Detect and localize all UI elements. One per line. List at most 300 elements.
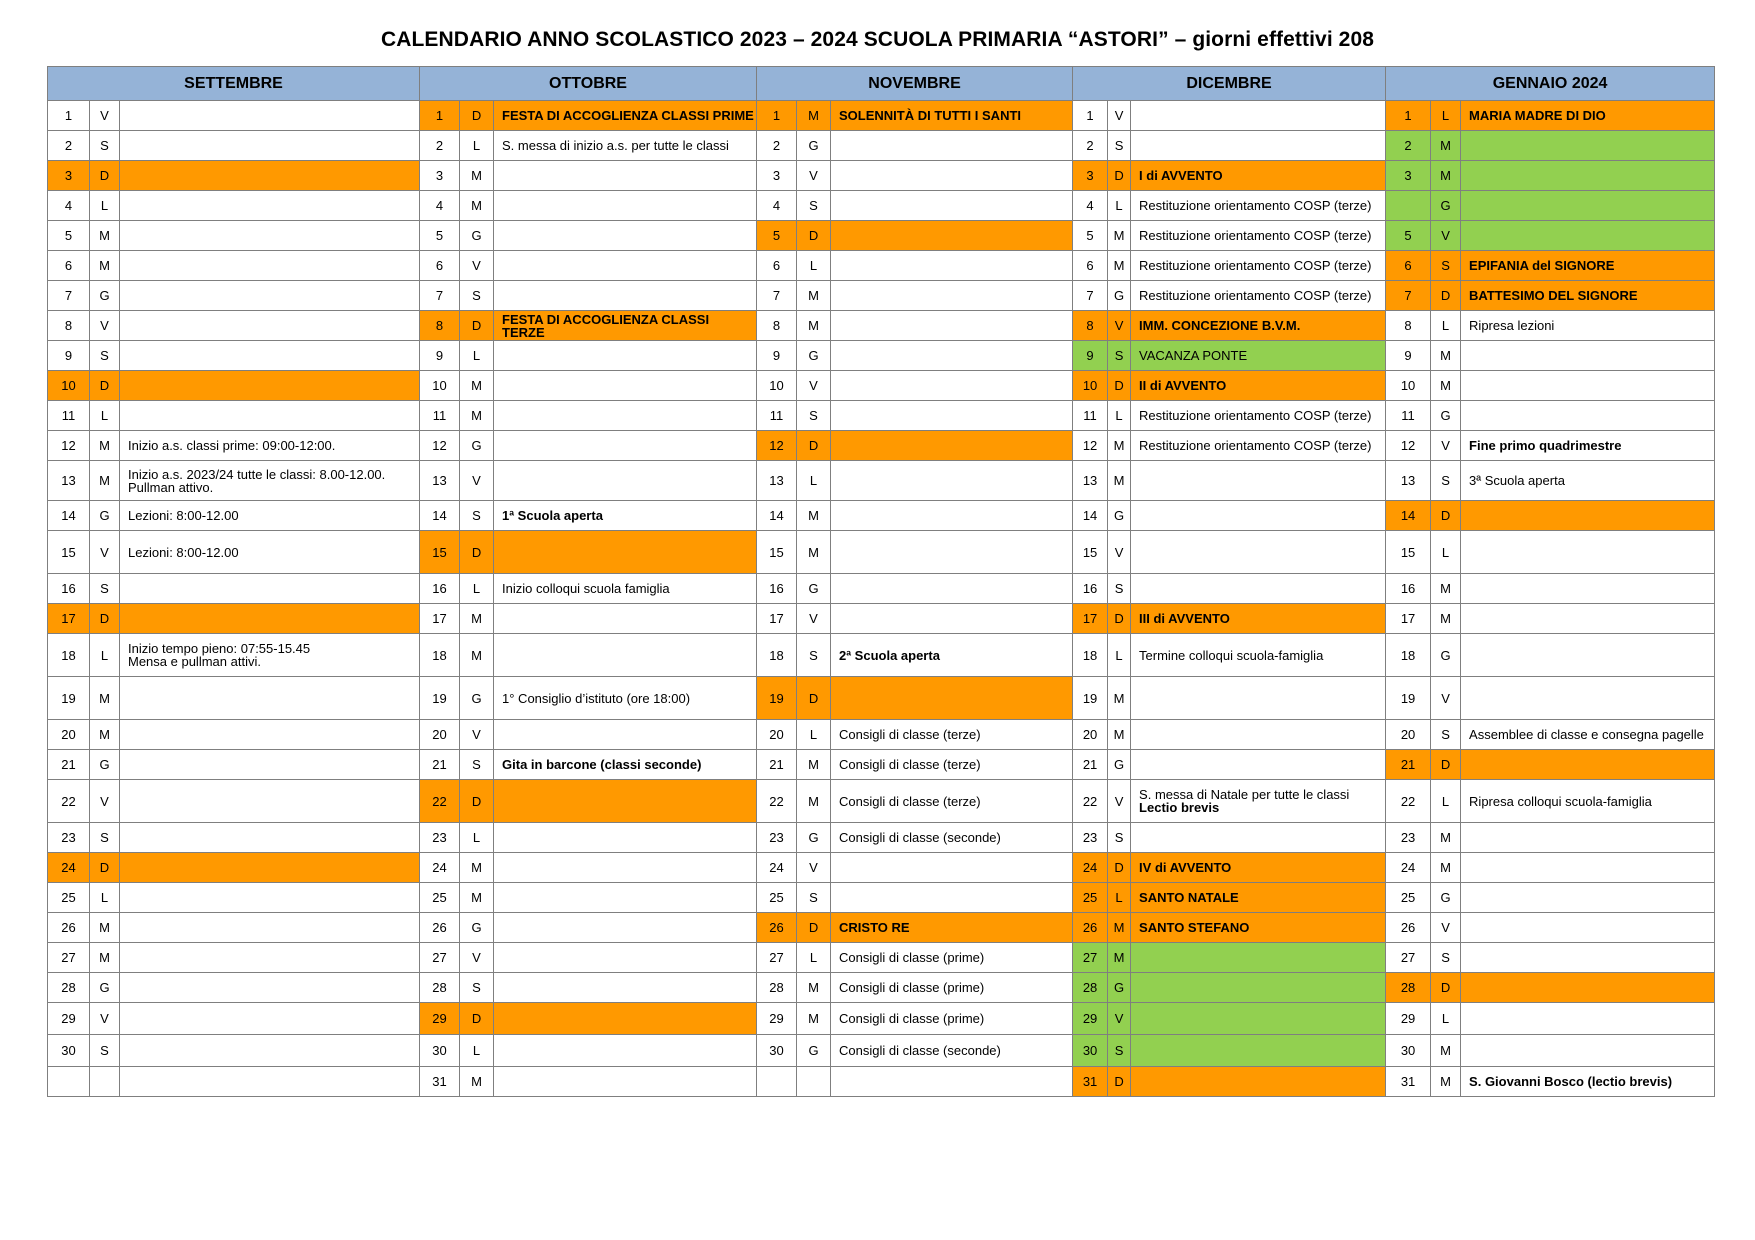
event-settembre: [120, 131, 420, 161]
event-novembre: [831, 371, 1073, 401]
weekday-dicembre: M: [1108, 720, 1131, 750]
weekday-dicembre: V: [1108, 531, 1131, 574]
day-row: [48, 371, 1715, 401]
weekday-ottobre: S: [460, 501, 494, 531]
event-novembre: [831, 281, 1073, 311]
event-ottobre: [494, 973, 757, 1003]
weekday-gennaio: D: [1431, 750, 1461, 780]
event-novembre: Consigli di classe (terze): [831, 720, 1073, 750]
day-number-novembre: 16: [757, 574, 797, 604]
weekday-settembre: M: [90, 913, 120, 943]
day-number-gennaio: 10: [1386, 371, 1431, 401]
day-number-novembre: 6: [757, 251, 797, 281]
event-novembre: SOLENNITÀ DI TUTTI I SANTI: [831, 101, 1073, 131]
weekday-dicembre: D: [1108, 1067, 1131, 1097]
day-number-ottobre: 17: [420, 604, 460, 634]
day-number-dicembre: 7: [1073, 281, 1108, 311]
weekday-dicembre: V: [1108, 780, 1131, 823]
weekday-settembre: V: [90, 311, 120, 341]
day-number-gennaio: 20: [1386, 720, 1431, 750]
day-number-novembre: 13: [757, 461, 797, 501]
event-ottobre: [494, 401, 757, 431]
weekday-settembre: S: [90, 341, 120, 371]
day-number-novembre: 1: [757, 101, 797, 131]
event-gennaio: [1461, 883, 1715, 913]
weekday-ottobre: L: [460, 823, 494, 853]
day-number-dicembre: 21: [1073, 750, 1108, 780]
weekday-ottobre: L: [460, 341, 494, 371]
weekday-gennaio: L: [1431, 780, 1461, 823]
event-gennaio: EPIFANIA del SIGNORE: [1461, 251, 1715, 281]
day-row: [48, 1035, 1715, 1067]
weekday-settembre: S: [90, 131, 120, 161]
event-novembre: Consigli di classe (prime): [831, 943, 1073, 973]
event-gennaio: [1461, 371, 1715, 401]
weekday-ottobre: V: [460, 251, 494, 281]
weekday-gennaio: G: [1431, 883, 1461, 913]
day-number-dicembre: 1: [1073, 101, 1108, 131]
day-row: [48, 943, 1715, 973]
event-novembre: [831, 853, 1073, 883]
event-dicembre: Restituzione orientamento COSP (terze): [1131, 221, 1386, 251]
weekday-gennaio: G: [1431, 401, 1461, 431]
weekday-settembre: D: [90, 853, 120, 883]
day-number-gennaio: 31: [1386, 1067, 1431, 1097]
day-number-novembre: 8: [757, 311, 797, 341]
day-row: [48, 401, 1715, 431]
event-dicembre: [1131, 720, 1386, 750]
event-novembre: [831, 1067, 1073, 1097]
event-dicembre: Restituzione orientamento COSP (terze): [1131, 431, 1386, 461]
weekday-ottobre: G: [460, 677, 494, 720]
weekday-ottobre: G: [460, 221, 494, 251]
day-number-dicembre: 30: [1073, 1035, 1108, 1067]
event-settembre: [120, 574, 420, 604]
event-novembre: Consigli di classe (seconde): [831, 823, 1073, 853]
weekday-novembre: G: [797, 1035, 831, 1067]
event-gennaio: BATTESIMO DEL SIGNORE: [1461, 281, 1715, 311]
weekday-dicembre: G: [1108, 281, 1131, 311]
day-number-ottobre: 3: [420, 161, 460, 191]
event-settembre: [120, 913, 420, 943]
event-novembre: Consigli di classe (prime): [831, 1003, 1073, 1035]
day-number-gennaio: 29: [1386, 1003, 1431, 1035]
event-ottobre: [494, 281, 757, 311]
weekday-novembre: M: [797, 281, 831, 311]
weekday-gennaio: S: [1431, 251, 1461, 281]
day-number-novembre: 17: [757, 604, 797, 634]
event-ottobre: [494, 191, 757, 221]
weekday-ottobre: M: [460, 853, 494, 883]
event-dicembre: I di AVVENTO: [1131, 161, 1386, 191]
event-ottobre: [494, 853, 757, 883]
weekday-novembre: D: [797, 913, 831, 943]
event-ottobre: FESTA DI ACCOGLIENZA CLASSI PRIME: [494, 101, 757, 131]
event-novembre: [831, 574, 1073, 604]
day-number-settembre: 21: [48, 750, 90, 780]
weekday-settembre: D: [90, 161, 120, 191]
day-number-novembre: 5: [757, 221, 797, 251]
weekday-gennaio: V: [1431, 221, 1461, 251]
day-number-dicembre: 31: [1073, 1067, 1108, 1097]
day-number-dicembre: 17: [1073, 604, 1108, 634]
weekday-novembre: V: [797, 853, 831, 883]
event-novembre: [831, 531, 1073, 574]
event-dicembre: [1131, 501, 1386, 531]
day-number-novembre: 14: [757, 501, 797, 531]
event-settembre: Inizio a.s. classi prime: 09:00-12:00.: [120, 431, 420, 461]
weekday-settembre: L: [90, 634, 120, 677]
event-dicembre: SANTO STEFANO: [1131, 913, 1386, 943]
event-settembre: [120, 1003, 420, 1035]
day-number-novembre: 26: [757, 913, 797, 943]
day-number-novembre: 2: [757, 131, 797, 161]
weekday-dicembre: S: [1108, 823, 1131, 853]
weekday-ottobre: S: [460, 281, 494, 311]
weekday-gennaio: M: [1431, 823, 1461, 853]
day-number-settembre: [48, 1067, 90, 1097]
weekday-gennaio: M: [1431, 131, 1461, 161]
event-settembre: [120, 371, 420, 401]
day-number-settembre: 2: [48, 131, 90, 161]
weekday-ottobre: S: [460, 750, 494, 780]
day-number-novembre: 11: [757, 401, 797, 431]
day-number-ottobre: 11: [420, 401, 460, 431]
event-ottobre: S. messa di inizio a.s. per tutte le classi: [494, 131, 757, 161]
weekday-gennaio: M: [1431, 604, 1461, 634]
event-ottobre: FESTA DI ACCOGLIENZA CLASSI TERZE: [494, 311, 757, 341]
event-gennaio: [1461, 401, 1715, 431]
event-gennaio: [1461, 973, 1715, 1003]
weekday-gennaio: S: [1431, 461, 1461, 501]
event-novembre: [831, 401, 1073, 431]
event-dicembre: [1131, 131, 1386, 161]
day-number-gennaio: 16: [1386, 574, 1431, 604]
month-header-settembre: SETTEMBRE: [48, 67, 420, 101]
weekday-novembre: L: [797, 251, 831, 281]
day-number-novembre: 19: [757, 677, 797, 720]
day-number-gennaio: 23: [1386, 823, 1431, 853]
weekday-novembre: L: [797, 461, 831, 501]
day-number-settembre: 30: [48, 1035, 90, 1067]
event-settembre: [120, 251, 420, 281]
weekday-ottobre: V: [460, 720, 494, 750]
event-gennaio: [1461, 574, 1715, 604]
weekday-novembre: M: [797, 780, 831, 823]
weekday-novembre: S: [797, 401, 831, 431]
event-ottobre: [494, 634, 757, 677]
weekday-gennaio: L: [1431, 311, 1461, 341]
day-row: [48, 823, 1715, 853]
weekday-ottobre: M: [460, 161, 494, 191]
day-number-gennaio: 30: [1386, 1035, 1431, 1067]
day-number-gennaio: [1386, 191, 1431, 221]
weekday-dicembre: S: [1108, 1035, 1131, 1067]
day-number-settembre: 3: [48, 161, 90, 191]
day-number-ottobre: 5: [420, 221, 460, 251]
event-novembre: Consigli di classe (terze): [831, 780, 1073, 823]
event-ottobre: [494, 604, 757, 634]
day-number-settembre: 16: [48, 574, 90, 604]
day-row: [48, 1003, 1715, 1035]
event-settembre: [120, 311, 420, 341]
day-number-settembre: 4: [48, 191, 90, 221]
event-dicembre: [1131, 1003, 1386, 1035]
day-number-novembre: 29: [757, 1003, 797, 1035]
day-number-novembre: 7: [757, 281, 797, 311]
event-gennaio: 3ª Scuola aperta: [1461, 461, 1715, 501]
weekday-ottobre: M: [460, 191, 494, 221]
event-ottobre: Gita in barcone (classi seconde): [494, 750, 757, 780]
weekday-settembre: V: [90, 1003, 120, 1035]
day-number-ottobre: 10: [420, 371, 460, 401]
day-number-ottobre: 26: [420, 913, 460, 943]
day-number-settembre: 9: [48, 341, 90, 371]
day-number-settembre: 15: [48, 531, 90, 574]
weekday-gennaio: S: [1431, 720, 1461, 750]
event-dicembre: [1131, 823, 1386, 853]
day-number-ottobre: 30: [420, 1035, 460, 1067]
day-number-novembre: 24: [757, 853, 797, 883]
event-gennaio: [1461, 191, 1715, 221]
day-number-novembre: 25: [757, 883, 797, 913]
weekday-dicembre: M: [1108, 461, 1131, 501]
weekday-ottobre: S: [460, 973, 494, 1003]
event-settembre: [120, 780, 420, 823]
weekday-settembre: M: [90, 431, 120, 461]
weekday-dicembre: D: [1108, 371, 1131, 401]
day-number-novembre: 21: [757, 750, 797, 780]
day-number-dicembre: 16: [1073, 574, 1108, 604]
day-row: [48, 501, 1715, 531]
weekday-ottobre: M: [460, 604, 494, 634]
event-dicembre: Restituzione orientamento COSP (terze): [1131, 251, 1386, 281]
event-gennaio: [1461, 677, 1715, 720]
day-number-settembre: 19: [48, 677, 90, 720]
event-dicembre: IMM. CONCEZIONE B.V.M.: [1131, 311, 1386, 341]
day-number-novembre: 9: [757, 341, 797, 371]
day-number-novembre: 10: [757, 371, 797, 401]
month-header-dicembre: DICEMBRE: [1073, 67, 1386, 101]
day-number-novembre: 4: [757, 191, 797, 221]
weekday-gennaio: M: [1431, 574, 1461, 604]
day-number-settembre: 24: [48, 853, 90, 883]
day-number-novembre: 15: [757, 531, 797, 574]
event-gennaio: [1461, 823, 1715, 853]
day-number-novembre: 22: [757, 780, 797, 823]
day-number-dicembre: 10: [1073, 371, 1108, 401]
event-dicembre: VACANZA PONTE: [1131, 341, 1386, 371]
event-novembre: [831, 131, 1073, 161]
weekday-gennaio: V: [1431, 913, 1461, 943]
weekday-settembre: S: [90, 574, 120, 604]
event-novembre: Consigli di classe (seconde): [831, 1035, 1073, 1067]
day-number-settembre: 11: [48, 401, 90, 431]
day-number-gennaio: 27: [1386, 943, 1431, 973]
event-settembre: [120, 720, 420, 750]
day-number-novembre: 28: [757, 973, 797, 1003]
weekday-settembre: G: [90, 750, 120, 780]
event-dicembre: [1131, 1067, 1386, 1097]
day-number-ottobre: 16: [420, 574, 460, 604]
event-gennaio: Ripresa lezioni: [1461, 311, 1715, 341]
weekday-dicembre: G: [1108, 501, 1131, 531]
event-settembre: [120, 1067, 420, 1097]
day-number-dicembre: 12: [1073, 431, 1108, 461]
day-number-dicembre: 26: [1073, 913, 1108, 943]
day-number-settembre: 12: [48, 431, 90, 461]
weekday-settembre: V: [90, 531, 120, 574]
weekday-novembre: L: [797, 943, 831, 973]
event-ottobre: [494, 883, 757, 913]
month-header-row: [48, 67, 1715, 101]
day-number-dicembre: 23: [1073, 823, 1108, 853]
weekday-novembre: M: [797, 101, 831, 131]
day-number-gennaio: 24: [1386, 853, 1431, 883]
day-row: [48, 1067, 1715, 1097]
day-number-dicembre: 18: [1073, 634, 1108, 677]
day-number-dicembre: 28: [1073, 973, 1108, 1003]
weekday-gennaio: D: [1431, 281, 1461, 311]
event-gennaio: [1461, 221, 1715, 251]
event-settembre: Inizio a.s. 2023/24 tutte le classi: 8.00-12.00. Pullman attivo.: [120, 461, 420, 501]
event-ottobre: [494, 720, 757, 750]
weekday-settembre: S: [90, 823, 120, 853]
weekday-ottobre: D: [460, 311, 494, 341]
event-novembre: [831, 191, 1073, 221]
event-settembre: [120, 943, 420, 973]
event-settembre: [120, 1035, 420, 1067]
event-novembre: [831, 161, 1073, 191]
weekday-novembre: D: [797, 431, 831, 461]
weekday-dicembre: L: [1108, 883, 1131, 913]
weekday-settembre: M: [90, 943, 120, 973]
day-number-ottobre: 19: [420, 677, 460, 720]
month-header-novembre: NOVEMBRE: [757, 67, 1073, 101]
day-number-ottobre: 29: [420, 1003, 460, 1035]
weekday-novembre: S: [797, 634, 831, 677]
event-novembre: [831, 251, 1073, 281]
month-header-gennaio: GENNAIO 2024: [1386, 67, 1715, 101]
day-number-ottobre: 8: [420, 311, 460, 341]
day-row: [48, 191, 1715, 221]
day-number-dicembre: 13: [1073, 461, 1108, 501]
weekday-gennaio: M: [1431, 1035, 1461, 1067]
event-settembre: [120, 281, 420, 311]
day-number-gennaio: 21: [1386, 750, 1431, 780]
day-row: [48, 341, 1715, 371]
event-dicembre: [1131, 677, 1386, 720]
weekday-novembre: V: [797, 604, 831, 634]
weekday-settembre: M: [90, 251, 120, 281]
day-number-gennaio: 2: [1386, 131, 1431, 161]
weekday-novembre: L: [797, 720, 831, 750]
day-number-settembre: 28: [48, 973, 90, 1003]
day-number-ottobre: 25: [420, 883, 460, 913]
day-number-ottobre: 1: [420, 101, 460, 131]
weekday-settembre: L: [90, 191, 120, 221]
day-number-gennaio: 25: [1386, 883, 1431, 913]
day-number-dicembre: 19: [1073, 677, 1108, 720]
day-row: [48, 604, 1715, 634]
day-number-novembre: 18: [757, 634, 797, 677]
day-row: [48, 750, 1715, 780]
event-dicembre: [1131, 531, 1386, 574]
day-number-gennaio: 5: [1386, 221, 1431, 251]
day-number-ottobre: 6: [420, 251, 460, 281]
event-dicembre: [1131, 973, 1386, 1003]
day-number-dicembre: 24: [1073, 853, 1108, 883]
day-number-ottobre: 13: [420, 461, 460, 501]
day-number-settembre: 27: [48, 943, 90, 973]
event-dicembre: [1131, 943, 1386, 973]
event-settembre: [120, 101, 420, 131]
weekday-dicembre: D: [1108, 161, 1131, 191]
event-dicembre: [1131, 1035, 1386, 1067]
day-number-novembre: [757, 1067, 797, 1097]
day-number-ottobre: 18: [420, 634, 460, 677]
event-gennaio: [1461, 531, 1715, 574]
weekday-settembre: L: [90, 401, 120, 431]
event-settembre: [120, 604, 420, 634]
day-number-novembre: 27: [757, 943, 797, 973]
event-novembre: [831, 677, 1073, 720]
event-ottobre: [494, 431, 757, 461]
weekday-dicembre: M: [1108, 913, 1131, 943]
day-row: [48, 101, 1715, 131]
day-number-settembre: 14: [48, 501, 90, 531]
event-ottobre: [494, 341, 757, 371]
event-settembre: [120, 191, 420, 221]
weekday-ottobre: D: [460, 531, 494, 574]
weekday-novembre: G: [797, 574, 831, 604]
event-novembre: Consigli di classe (prime): [831, 973, 1073, 1003]
day-number-gennaio: 11: [1386, 401, 1431, 431]
day-number-gennaio: 3: [1386, 161, 1431, 191]
weekday-dicembre: M: [1108, 943, 1131, 973]
day-number-dicembre: 5: [1073, 221, 1108, 251]
event-gennaio: [1461, 634, 1715, 677]
weekday-gennaio: M: [1431, 341, 1461, 371]
day-number-gennaio: 7: [1386, 281, 1431, 311]
weekday-gennaio: M: [1431, 371, 1461, 401]
weekday-dicembre: V: [1108, 101, 1131, 131]
weekday-ottobre: G: [460, 913, 494, 943]
event-gennaio: [1461, 1003, 1715, 1035]
weekday-settembre: G: [90, 973, 120, 1003]
weekday-gennaio: V: [1431, 677, 1461, 720]
day-number-settembre: 22: [48, 780, 90, 823]
weekday-ottobre: M: [460, 1067, 494, 1097]
weekday-gennaio: M: [1431, 853, 1461, 883]
weekday-gennaio: L: [1431, 101, 1461, 131]
day-number-gennaio: 12: [1386, 431, 1431, 461]
weekday-settembre: V: [90, 101, 120, 131]
weekday-settembre: M: [90, 720, 120, 750]
weekday-settembre: L: [90, 883, 120, 913]
weekday-ottobre: M: [460, 634, 494, 677]
event-settembre: [120, 401, 420, 431]
day-number-dicembre: 27: [1073, 943, 1108, 973]
event-ottobre: [494, 780, 757, 823]
event-dicembre: SANTO NATALE: [1131, 883, 1386, 913]
day-number-dicembre: 8: [1073, 311, 1108, 341]
weekday-ottobre: L: [460, 1035, 494, 1067]
day-number-ottobre: 4: [420, 191, 460, 221]
day-number-novembre: 23: [757, 823, 797, 853]
weekday-settembre: V: [90, 780, 120, 823]
day-number-gennaio: 14: [1386, 501, 1431, 531]
